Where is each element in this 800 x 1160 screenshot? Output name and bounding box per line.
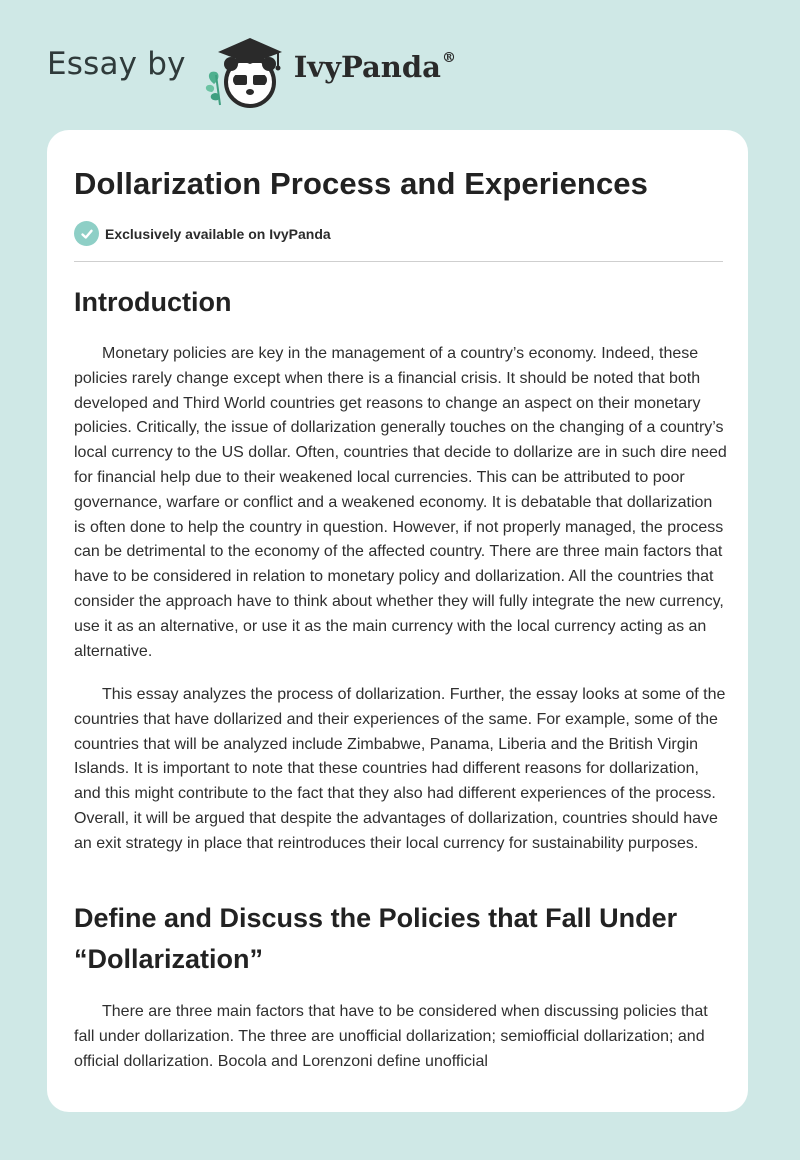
- registered-mark: ®: [441, 50, 456, 67]
- exclusive-badge: [74, 221, 331, 246]
- divider: [74, 261, 723, 262]
- section-heading-introduction: Introduction: [74, 287, 232, 317]
- section-heading-define-policies: Define and Discuss the Policies that Fall Under “Dollarization”: [74, 903, 678, 974]
- panda-logo-icon[interactable]: [204, 30, 286, 110]
- article-card: [47, 130, 748, 1112]
- exclusive-badge-label: Exclusively available on IvyPanda: [105, 225, 331, 242]
- article-title: Dollarization Process and Experiences: [74, 166, 648, 201]
- site-header: [47, 30, 456, 110]
- brand-text: IvyPanda: [293, 50, 441, 84]
- paragraph: This essay analyzes the process of dollarization. Further, the essay looks at some of the countries that have dollarized and their experiences of the same. For example, some of the countries that will be analyzed include Zimbabwe, Panama, Liberia and the British Virgin Islands. It is important to note that these countries had different reasons for dollarization, and this might contribute to the fact that they also had different experiences of the process. Overall, it will be argued that despite the advantages of dollarization, countries should have an exit strategy in place that reintroduces their local currency for sustainability purposes.: [74, 686, 726, 852]
- check-circle-icon: [74, 221, 99, 246]
- brand-name[interactable]: [294, 50, 456, 84]
- paragraph: There are three main factors that have to be considered when discussing policies that fall under dollarization. The three are unofficial dollarization; semiofficial dollarization; and official dollarization. Bocola and Lorenzoni define unofficial: [74, 1003, 708, 1070]
- paragraph: Monetary policies are key in the management of a country’s economy. Indeed, these policies rarely change except when there is a financial crisis. It should be noted that both developed and Third World countries get reasons to change an aspect on their monetary policies. Critically, the issue of dollarization generally touches on the changing of a country’s local currency to the US dollar. Often, countries that decide to dollarize are in such dire need for financial help due to their weakened local currencies. This can be attributed to poor governance, warfare or conflict and a weakened economy. It is debatable that dollarization is often done to help the country in question. However, if not properly managed, the process can be detrimental to the economy of the affected country. There are three main factors that have to be considered in relation to monetary policy and dollarization. All the countries that consider the approach have to think about whether they will fully integrate the new currency, use it as an alternative, or use it as the main currency with the local currency acting as an alternative.: [74, 345, 727, 660]
- essay-by-label: Essay by: [47, 46, 186, 82]
